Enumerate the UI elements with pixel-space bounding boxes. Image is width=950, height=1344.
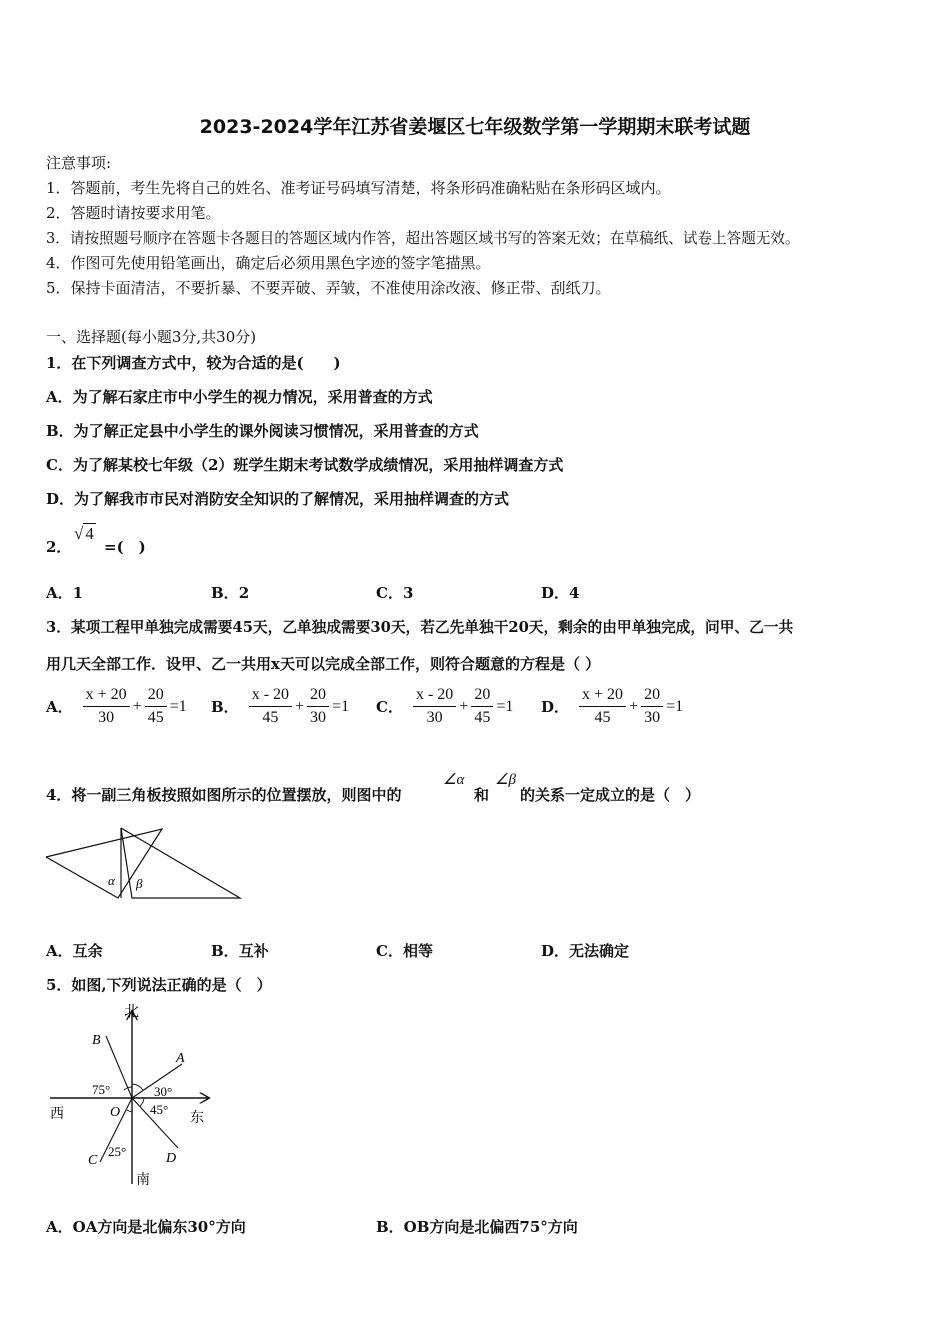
origin-label: O (110, 1105, 121, 1120)
q1-option-c: C．为了解某校七年级（2）班学生期末考试数学成绩情况，采用抽样调查方式 (46, 456, 564, 474)
triangle-set-figure (40, 822, 250, 908)
q4-option-d: D．无法确定 (541, 942, 630, 960)
question-4-stem-b: 的关系一定成立的是（ ） (520, 786, 701, 804)
q1-option-b: B．为了解正定县中小学生的课外阅读习惯情况，采用普查的方式 (46, 422, 479, 440)
sqrt-expression: √ 4 (74, 524, 94, 543)
notice-item: 4．作图可先使用铅笔画出，确定后必须用黑色字迹的签字笔描黑。 (46, 254, 491, 272)
angle-25-label: 25° (108, 1144, 127, 1159)
point-b-label: B (92, 1033, 101, 1048)
angle-30-label: 30° (154, 1084, 173, 1099)
radicand: 4 (85, 524, 94, 543)
q3-option-d: D． $\frac{x + 20}{45}$ + $\frac{20}{30}$ =1 (541, 686, 684, 726)
angle-beta-symbol: ∠β (495, 772, 516, 788)
page-title: 2023-2024学年江苏省姜堰区七年级数学第一学期期末联考试题 (199, 116, 751, 138)
q1-option-a: A．为了解石家庄市中小学生的视力情况，采用普查的方式 (46, 388, 433, 406)
angle-75-label: 75° (92, 1082, 111, 1097)
section-heading: 一、选择题(每小题3分,共30分) (46, 328, 257, 346)
angle-45-label: 45° (150, 1102, 169, 1117)
q4-option-a: A．互余 (46, 942, 103, 960)
point-a-label: A (176, 1051, 185, 1066)
notice-heading: 注意事项: (46, 154, 112, 172)
point-c-label: C (88, 1153, 98, 1168)
question-3-stem-line2: 用几天全部工作．设甲、乙一共用x天可以完成全部工作，则符合题意的方程是（ ） (46, 655, 601, 673)
figure-alpha-label: α (108, 873, 115, 888)
q4-option-b: B．互补 (211, 942, 269, 960)
q2-option-c: C．3 (376, 584, 414, 602)
north-label: 北 (124, 1004, 140, 1020)
notice-item: 3．请按照题号顺序在答题卡各题目的答题区域内作答，超出答题区域书写的答案无效；在草稿纸、试卷上答题无效。 (46, 230, 800, 247)
west-label: 西 (50, 1107, 64, 1122)
triangle-left-line (46, 829, 162, 898)
question-5-stem: 5．如图,下列说法正确的是（ ） (46, 976, 272, 994)
question-1-stem: 1．在下列调查方式中，较为合适的是( ) (46, 354, 341, 372)
q2-option-a: A．1 (46, 584, 84, 602)
q3-option-a: A． $\frac{x + 20}{30}$ + $\frac{20}{45}$ =1 (46, 686, 187, 726)
south-label: 南 (136, 1173, 150, 1188)
q2-option-b: B．2 (211, 584, 250, 602)
q4-option-c: C．相等 (376, 942, 433, 960)
question-2-number: 2． (46, 538, 72, 556)
q2-option-d: D．4 (541, 584, 580, 602)
notice-item: 2．答题时请按要求用笔。 (46, 204, 221, 222)
question-4-and: 和 (474, 786, 490, 804)
q1-option-d: D．为了解我市市民对消防安全知识的了解情况，采用抽样调查的方式 (46, 490, 510, 508)
angle-alpha-symbol: ∠α (443, 772, 465, 788)
figure-beta-label: β (136, 876, 143, 891)
question-4-stem-a: 4．将一副三角板按照如图所示的位置摆放，则图中的 (46, 786, 402, 804)
question-3-stem-line1: 3．某项工程甲单独完成需要45天，乙单独成需要30天，若乙先单独干20天，剩余的由甲单独完成，问甲、乙一共 (46, 619, 794, 636)
notice-item: 1．答题前，考生先将自己的姓名、准考证号码填写清楚，将条形码准确粘贴在条形码区域内。 (46, 179, 671, 197)
east-label: 东 (190, 1111, 204, 1126)
compass-figure (44, 1002, 219, 1188)
q5-option-b: B．OB方向是北偏西75°方向 (376, 1218, 578, 1236)
point-d-label: D (166, 1151, 177, 1166)
q5-option-a: A．OA方向是北偏东30°方向 (46, 1218, 246, 1236)
notice-item: 5．保持卡面清洁，不要折暴、不要弄破、弄皱，不准使用涂改液、修正带、刮纸刀。 (46, 279, 611, 297)
question-2-tail: =( ) (104, 538, 146, 556)
q3-option-c: C． $\frac{x - 20}{30}$ + $\frac{20}{45}$ =1 (376, 686, 514, 726)
q3-option-b: B． $\frac{x - 20}{45}$ + $\frac{20}{30}$ =1 (211, 686, 350, 726)
